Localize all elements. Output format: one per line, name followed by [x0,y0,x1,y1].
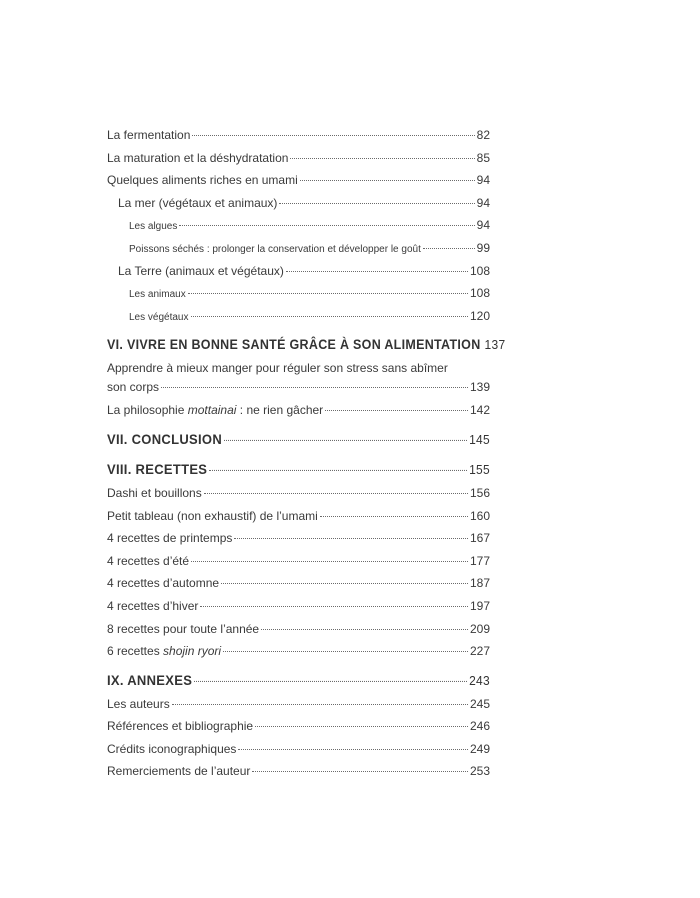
toc-page-number: 142 [469,403,490,418]
dot-leader [423,248,475,249]
toc-entry-automne[interactable] [107,573,490,596]
toc-entry-poissons-seches[interactable] [107,238,490,261]
toc-entry-algues[interactable] [107,215,490,238]
toc-page-number: 253 [469,764,490,779]
toc-entry-aliments-umami[interactable] [107,170,490,193]
dot-leader [320,516,468,517]
dot-leader [279,203,474,204]
toc-entry-label [107,400,323,420]
toc-entry-label-line2: son corps [107,380,160,395]
label-text: 6 recettes [107,644,164,659]
toc-entry-label: Remerciements de l’auteur [107,764,251,779]
toc-entry-label: Les végétaux [129,311,189,323]
toc-entry-label: Les algues [129,221,178,233]
toc-entry-terre[interactable] [107,261,490,284]
toc-entry-maturation[interactable] [107,148,490,171]
toc-page-number: 249 [469,741,490,756]
dot-leader [188,293,468,294]
toc-page-number: 120 [469,308,490,323]
toc-section-viii[interactable] [107,458,490,484]
toc-entry-shojin-ryori[interactable] [107,641,490,664]
toc-entry-label [107,641,221,661]
dot-leader [204,493,468,494]
toc-entry-label: Crédits iconographiques [107,741,237,756]
label-text: : ne rien gâcher [236,403,324,418]
toc-entry-bibliographie[interactable] [107,716,490,739]
toc-entry-label: 4 recettes d’été [107,553,190,568]
toc-entry-credits[interactable] [107,739,490,762]
dot-leader [161,387,468,388]
toc-page-number: 108 [469,263,490,278]
table-of-contents [107,125,506,784]
toc-page-number: 82 [476,128,490,142]
dot-leader [252,771,468,772]
toc-page-number: 145 [469,432,490,448]
toc-page-number: 137 [484,337,506,353]
toc-entry-label: Poissons séchés : prolonger la conservation et développer le goût [129,243,421,255]
toc-page-number: 167 [469,531,490,546]
toc-page-number: 108 [469,286,490,301]
toc-entry-tableau-umami[interactable] [107,506,490,529]
toc-section-vii[interactable] [107,428,490,454]
toc-page-number: 177 [469,553,490,568]
dot-leader [194,681,467,682]
toc-section-title: VIII. RECETTES [107,461,208,478]
toc-entry-label: Les auteurs [107,696,170,711]
toc-section-title: VI. VIVRE EN BONNE SANTÉ GRÂCE À SON ALIMENTATION [107,337,481,353]
dot-leader [325,410,468,411]
toc-page-number: 156 [469,485,490,500]
toc-page-number: 187 [469,576,490,591]
dot-leader [172,704,468,705]
dot-leader [191,561,468,562]
label-italic-term: shojin ryori [163,644,222,659]
toc-entry-label-line1: Apprendre à mieux manger pour réguler son stress sans abîmer [107,361,448,376]
toc-entry-label: 4 recettes d’hiver [107,598,199,613]
dot-leader [300,180,475,181]
dot-leader [290,158,474,159]
toc-entry-ete[interactable] [107,551,490,574]
toc-entry-vegetaux[interactable] [107,306,490,329]
toc-page-number: 94 [476,195,490,210]
toc-page-number: 246 [469,719,490,734]
toc-section-vi[interactable] [107,333,506,359]
toc-entry-mottainai[interactable] [107,400,490,423]
dot-leader [234,538,468,539]
toc-page-number: 243 [469,673,490,689]
toc-page-number: 197 [469,598,490,613]
dot-leader [221,583,468,584]
toc-entry-label: Les animaux [129,289,186,301]
toc-entry-animaux[interactable] [107,283,490,306]
toc-entry-label: Dashi et bouillons [107,485,202,500]
dot-leader [286,271,468,272]
dot-leader [223,651,468,652]
toc-section-title: IX. ANNEXES [107,671,193,689]
toc-entry-label: La Terre (animaux et végétaux) [118,263,284,278]
toc-page-number: 155 [469,462,490,478]
toc-entry-label: 4 recettes de printemps [107,531,233,546]
toc-entry-hiver[interactable] [107,596,490,619]
toc-entry-label: 4 recettes d’automne [107,576,220,591]
toc-entry-stress[interactable] [107,358,490,400]
label-italic-term: mottainai [187,403,237,418]
toc-entry-fermentation[interactable] [107,125,490,148]
toc-entry-label: Références et bibliographie [107,719,254,734]
toc-entry-label: Quelques aliments riches en umami [107,173,298,188]
toc-page-number: 209 [469,621,490,636]
dot-leader [261,629,468,630]
toc-page-number: 85 [476,150,490,165]
toc-page-number: 227 [469,644,490,659]
toc-page-number: 160 [469,508,490,523]
dot-leader [238,749,468,750]
dot-leader [224,440,467,441]
toc-section-title: VII. CONCLUSION [107,431,223,448]
toc-entry-label: La maturation et la déshydratation [107,150,289,165]
toc-section-ix[interactable] [107,669,490,695]
dot-leader [200,606,468,607]
toc-page-number: 139 [469,380,490,395]
toc-entry-printemps[interactable] [107,528,490,551]
dot-leader [179,225,474,226]
dot-leader [209,470,467,471]
toc-entry-mer[interactable] [107,193,490,216]
toc-entry-remerciements[interactable] [107,761,490,784]
toc-entry-dashi[interactable] [107,483,490,506]
dot-leader [191,316,468,317]
dot-leader [192,135,474,136]
toc-page-number: 94 [476,173,490,188]
toc-entry-toute-annee[interactable] [107,619,490,642]
toc-page-number: 245 [469,696,490,711]
toc-entry-auteurs[interactable] [107,694,490,717]
toc-page-number: 94 [476,218,490,233]
toc-entry-label: 8 recettes pour toute l’année [107,621,260,636]
dot-leader [255,726,468,727]
toc-page-number: 99 [476,240,490,255]
label-text: La philosophie [107,403,188,418]
toc-entry-label: Petit tableau (non exhaustif) de l’umami [107,508,318,523]
toc-entry-label: La fermentation [107,128,191,142]
toc-entry-label: La mer (végétaux et animaux) [118,195,278,210]
